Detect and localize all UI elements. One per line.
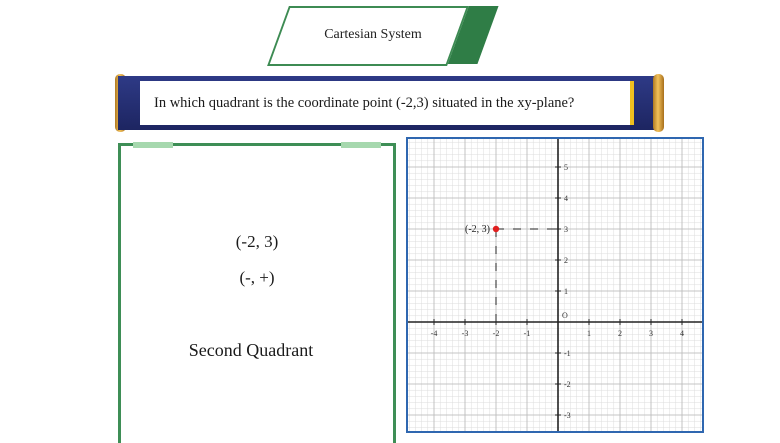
y-tick-label: 5: [564, 163, 568, 172]
y-tick-label: -3: [564, 411, 571, 420]
x-tick-label: -2: [492, 329, 500, 338]
question-box: [140, 81, 634, 125]
answer-signs: (-, +): [239, 268, 275, 287]
question-text: In which quadrant is the coordinate point (-2,3) situated in the xy-plane?: [154, 94, 575, 111]
title-tab: [278, 6, 498, 64]
panel-cap-right: [341, 142, 381, 148]
x-tick-label: -3: [461, 329, 469, 338]
question-banner: [118, 76, 660, 130]
grid: [408, 139, 702, 431]
answer-panel: [118, 143, 396, 443]
answer-quadrant: Second Quadrant: [188, 340, 314, 360]
y-tick-label: 2: [564, 256, 568, 265]
x-tick-label: 1: [587, 329, 591, 338]
coordinate-plane: [408, 139, 702, 431]
coordinate-graph: [406, 137, 704, 433]
point-layer: [465, 224, 558, 322]
page-title: Cartesian System: [324, 27, 422, 42]
x-tick-label: 3: [649, 329, 653, 338]
point-marker: [493, 226, 499, 232]
x-tick-label: 4: [680, 329, 684, 338]
point-label: (-2, 3): [465, 224, 490, 235]
y-tick-label: 3: [564, 225, 568, 234]
panel-cap-left: [133, 142, 173, 148]
x-tick-label: -1: [523, 329, 531, 338]
x-tick-label: 2: [618, 329, 622, 338]
y-tick-label: 4: [564, 194, 568, 203]
y-tick-label: 1: [564, 287, 568, 296]
y-tick-label: -1: [564, 349, 571, 358]
banner-scroll-right: [653, 74, 664, 132]
origin-label: O: [562, 311, 568, 320]
y-tick-label: -2: [564, 380, 571, 389]
answer-point: (-2, 3): [235, 232, 279, 251]
x-tick-label: -4: [430, 329, 438, 338]
